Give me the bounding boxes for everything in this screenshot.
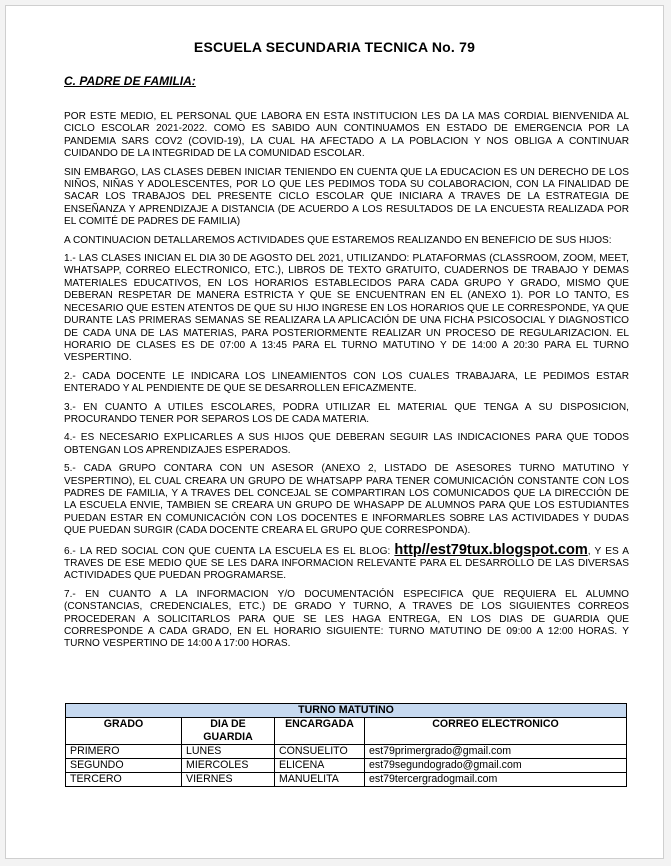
paragraph-activities-intro: A CONTINUACION DETALLAREMOS ACTIVIDADES QUE ESTAREMOS REALIZANDO EN BENEFICIO DE SUS HIJOS: [64,234,612,246]
blog-link[interactable]: http//est79tux.blogspot.com [394,541,588,558]
paragraph-item-6-start: 6.- LA RED SOCIAL CON QUE CUENTA LA ESCUELA ES EL BLOG: [64,545,395,557]
guard-schedule-table [65,703,627,787]
header-grado: GRADO [66,718,182,745]
cell-correo: est79segundogrado@gmail.com [365,759,627,773]
paragraph-item-7: 7.- EN CUANTO A LA INFORMACION Y/O DOCUMENTACIÓN ESPECIFICA QUE REQUIERA EL ALUMNO (CONSTANCIAS, CREDENCIALES, ETC.) DE GRADO Y TURNO, A TRAVES DE LOS SIGUIENTES CORREOS PROCEDERAN A SOLICITARLOS PARA QUE SE LES HAGA ENTREGA, EN LOS DIAS DE GUARDIA QUE CORRESPONDE A CADA GRADO, EN EL HORARIO SIGUIENTE: TURNO MATUTINO DE 09:00 A 12:00 HORAS. Y TURNO VESPERTINO DE 14:00 A 17:00 HORAS. [64,588,629,650]
cell-dia: LUNES [182,745,275,759]
header-dia-guardia: DIA DE GUARDIA [182,718,275,745]
cell-encargada: ELICENA [275,759,365,773]
table-caption: TURNO MATUTINO [66,704,627,718]
paragraph-item-6 [64,541,629,583]
header-encargada: ENCARGADA [275,718,365,745]
paragraph-item-6-end: , Y ES A TRAVES DE ESE MEDIO QUE SE LES DARA INFORMACION RELEVANTE PARA EL DESARROLLO DE LAS DIVERSAS ACTIVIDADES QUE PUEDAN PROGRAMARSE. [64,545,629,582]
cell-dia: VIERNES [182,773,275,787]
table-row [66,745,627,759]
paragraph-item-2: 2.- CADA DOCENTE LE INDICARA LOS LINEAMIENTOS CON LOS CUALES TRABAJARA, LE PEDIMOS ESTAR ENTERADO Y AL PENDIENTE DE QUE SE DESARROLLEN EFICAZMENTE. [64,370,629,395]
paragraph-item-3: 3.- EN CUANTO A UTILES ESCOLARES, PODRA UTILIZAR EL MATERIAL QUE TENGA A SU DISPOSICION, PROCURANDO TENER POR SEPAROS LOS DE CADA MATERIA. [64,401,629,425]
cell-encargada: MANUELITA [275,773,365,787]
table-row [66,759,627,773]
table-header-row [66,718,627,745]
cell-dia: MIERCOLES [182,759,275,773]
section-heading: C. PADRE DE FAMILIA: [64,74,196,88]
paragraph-classes-start: SIN EMBARGO, LAS CLASES DEBEN INICIAR TENIENDO EN CUENTA QUE LA EDUCACION ES UN DERECHO DE LOS NIÑOS, NIÑAS Y ADOLESCENTES, POR LO QUE LES PEDIMOS TODA SU COLABORACION, CON LA FINALIDAD DE SACAR LOS TRABAJOS DEL PRESENTE CICLO ESCOLAR QUE INICIARA A TRAVES DE LA ESTRATEGIA DE ENSEÑANZA Y APRENDIZAJE A DISTANCIA (DE ACUERDO A LOS RESULTADOS DE LA ENCUESTA REALIZADA POR EL COMITÉ DE PADRES DE FAMILIA) [64,166,629,228]
document-title: ESCUELA SECUNDARIA TECNICA No. 79 [193,39,476,55]
cell-encargada: CONSUELITO [275,745,365,759]
header-correo: CORREO ELECTRONICO [365,718,627,745]
cell-correo: est79tercergradogmail.com [365,773,627,787]
cell-correo: est79primergrado@gmail.com [365,745,627,759]
paragraph-item-4: 4.- ES NECESARIO EXPLICARLES A SUS HIJOS QUE DEBERAN SEGUIR LAS INDICACIONES PARA QUE TODOS OBTENGAN LOS APRENDIZAJES ESPERADOS. [64,432,629,456]
document-body [64,111,629,657]
paragraph-item-1: 1.- LAS CLASES INICIAN EL DIA 30 DE AGOSTO DEL 2021, UTILIZANDO: PLATAFORMAS (CLASSROOM, ZOOM, MEET, WHATSAPP, CORREO ELECTRONICO, ETC.), LIBROS DE TEXTO GRATUITO, CUADERNOS DE TRABAJO Y DEMAS MATERIALES EDUCATIVOS, EN LOS HORARIOS ESTABLECIDOS PARA CADA GRUPO Y GRADO, MISMO QUE DEBERAN RESPETAR DE MANERA ESTRICTA Y QUE SE ENCUENTRAN EN EL (ANEXO 1). POR LO TANTO, ES NECESARIO QUE ESTEN ATENTOS DE QUE SU HIJO INGRESE EN LOS HORARIOS QUE LE CORRESPONDE, YA QUE DURANTE LAS PRIMERAS SEMANAS SE REALIZARA LA APLICACIÓN DE UNA FICHA PSICOSOCIAL Y DIAGNOSTICO DE CADA UNA DE LAS MATERIAS, PARA POSTERIORMENTE REALIZAR UN PROCESO DE REGULARIZACION. EL HORARIO DE CLASES ES DE 07:00 A 13:45 PARA EL TURNO MATUTINO Y DE 14:00 A 20:30 PARA EL TURNO VESPERTINO. [64,253,629,364]
paragraph-welcome: POR ESTE MEDIO, EL PERSONAL QUE LABORA EN ESTA INSTITUCION LES DA LA MAS CORDIAL BIENVENIDA AL CICLO ESCOLAR 2021-2022. COMO ES SABIDO AUN CONTINUAMOS EN ESTADO DE EMERGENCIA POR LA PANDEMIA SARS COV2 (COVID-19), LA CUAL HA AFECTADO A LA POBLACION Y NOS OBLIGA A CONTINUAR CUIDANDO DE LA INTEGRIDAD DE LA COMUNIDAD ESCOLAR. [64,111,629,160]
paragraph-item-5: 5.- CADA GRUPO CONTARA CON UN ASESOR (ANEXO 2, LISTADO DE ASESORES TURNO MATUTINO Y VESPERTINO), EL CUAL CREARA UN GRUPO DE WHATSAPP PARA TENER COMUNICACIÓN CONSTANTE CON LOS PADRES DE FAMILIA, Y A TRAVES DEL CONCEJAL SE COMPARTIRAN LOS COMUNICADOS QUE LA DIRECCIÓN DE LA ESCUELA ENVIE, TAMBIEN SE CREARA UN GRUPO DE WHASAPP DE ALUMNOS PARA QUE LOS ESTUDIANTES PUEDAN ESTAR EN COMUNICACIÓN CON LOS DOCENTES E INFORMARLES SOBRE LAS ACTIVIDADES Y DUDAS QUE PUEDAN SURGIR (CADA DOCENTE CREARA EL GRUPO QUE CORRESPONDA). [64,463,629,537]
cell-grado: PRIMERO [66,745,182,759]
table-row [66,773,627,787]
cell-grado: TERCERO [66,773,182,787]
cell-grado: SEGUNDO [66,759,182,773]
document-page [5,5,664,859]
